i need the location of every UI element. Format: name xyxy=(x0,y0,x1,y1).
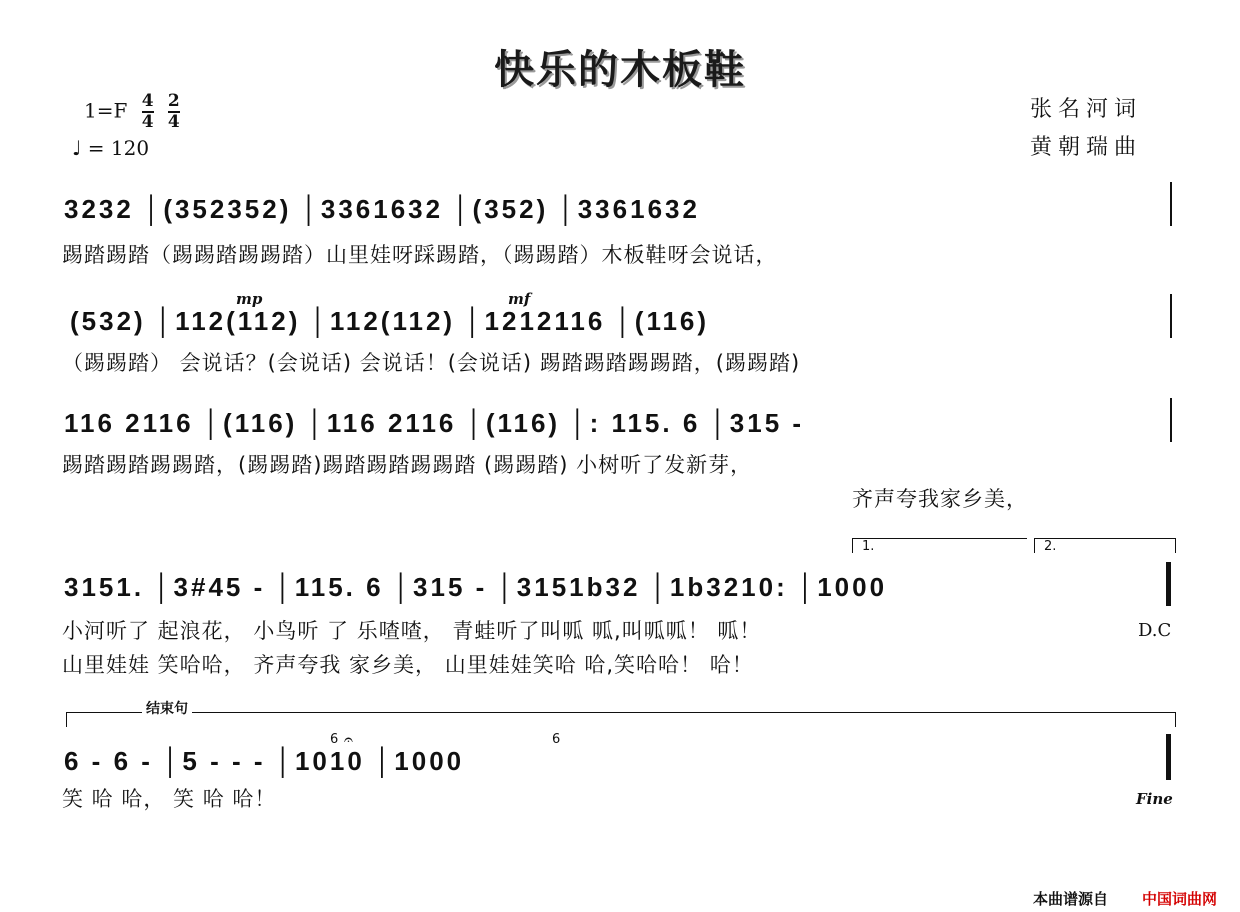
score-line-2-lyrics: （踢踢踏） 会说话？(会说话) 会说话！(会说话) 踢踏踢踏踢踢踏，(踢踢踏) xyxy=(62,351,801,375)
score-line-1-lyrics: 踢踏踢踏（踢踢踏踢踢踏）山里娃呀踩踢踏，（踢踢踏）木板鞋呀会说话， xyxy=(62,243,778,267)
dynamic-mf: mf xyxy=(508,290,531,308)
time-signature-2-4: $\frac{2}{4}$ xyxy=(167,91,180,132)
composer-credit: 黄朝瑞曲 xyxy=(1030,135,1143,160)
footer-source-text: 本曲谱源自 xyxy=(1033,890,1109,908)
barline xyxy=(1170,294,1172,338)
dynamic-mp: mp xyxy=(236,290,263,308)
time-signature-4-4: $\frac{4}{4}$ xyxy=(141,91,154,132)
coda-bracket xyxy=(66,712,1176,727)
final-barline xyxy=(1166,734,1171,780)
score-title: 快乐的木板鞋 xyxy=(494,46,746,93)
score-line-3-lyrics-verse-1: 踢踏踢踏踢踢踏，(踢踢踏)踢踏踢踏踢踢踏 (踢踢踏) 小树听了发新芽， xyxy=(62,453,753,477)
barline xyxy=(1170,398,1172,442)
quarter-note-icon: ♩ xyxy=(72,136,82,160)
barline xyxy=(1170,182,1172,226)
tempo-marking xyxy=(72,136,149,160)
score-line-1-notes: 3232 │(352352) │3361632 │(352) │3361632 xyxy=(64,194,700,224)
fine-mark: Fine xyxy=(1136,790,1173,808)
lyricist-credit: 张名河词 xyxy=(1030,97,1143,122)
grace-note-b: 6 xyxy=(552,732,561,747)
fermata-icon: 𝄐 xyxy=(344,730,353,749)
tempo-value: = 120 xyxy=(87,136,150,160)
final-barline xyxy=(1166,562,1171,606)
score-line-2-notes: (532) │112(112) │112(112) │1212116 │(116) xyxy=(70,306,710,336)
coda-label: 结束句 xyxy=(142,698,192,718)
footer-site-link[interactable]: 中国词曲网 xyxy=(1142,890,1218,908)
volta-2-label: 2. xyxy=(1044,539,1057,554)
volta-bracket-1 xyxy=(852,538,1027,553)
score-line-3-lyrics-verse-2: 齐声夸我家乡美， xyxy=(852,487,1028,511)
score-line-4-lyrics-verse-1: 小河听了 起浪花， 小鸟听 了 乐喳喳， 青蛙听了叫呱 呱,叫呱呱！ 呱！ xyxy=(62,619,762,643)
da-capo-mark: D.C xyxy=(1138,620,1172,641)
key-signature xyxy=(84,92,180,132)
score-line-4-lyrics-verse-2: 山里娃娃 笑哈哈， 齐声夸我 家乡美， 山里娃娃笑哈 哈,笑哈哈！ 哈！ xyxy=(62,653,754,677)
volta-1-label: 1. xyxy=(862,539,875,554)
score-line-5-lyrics: 笑 哈 哈， 笑 哈 哈！ xyxy=(62,787,277,811)
key-label: 1=F xyxy=(84,98,128,123)
score-line-3-notes: 116 2116 │(116) │116 2116 │(116) │: 115. 6 │315 - xyxy=(64,408,805,438)
grace-note-a: 6 xyxy=(330,732,339,747)
score-line-5-notes: 6 - 6 - │5 - - - │1010 │1000 xyxy=(64,746,465,776)
score-line-4-notes: 3151. │3#45 - │115. 6 │315 - │3151b32 │1b3210: │1000 xyxy=(64,572,888,602)
